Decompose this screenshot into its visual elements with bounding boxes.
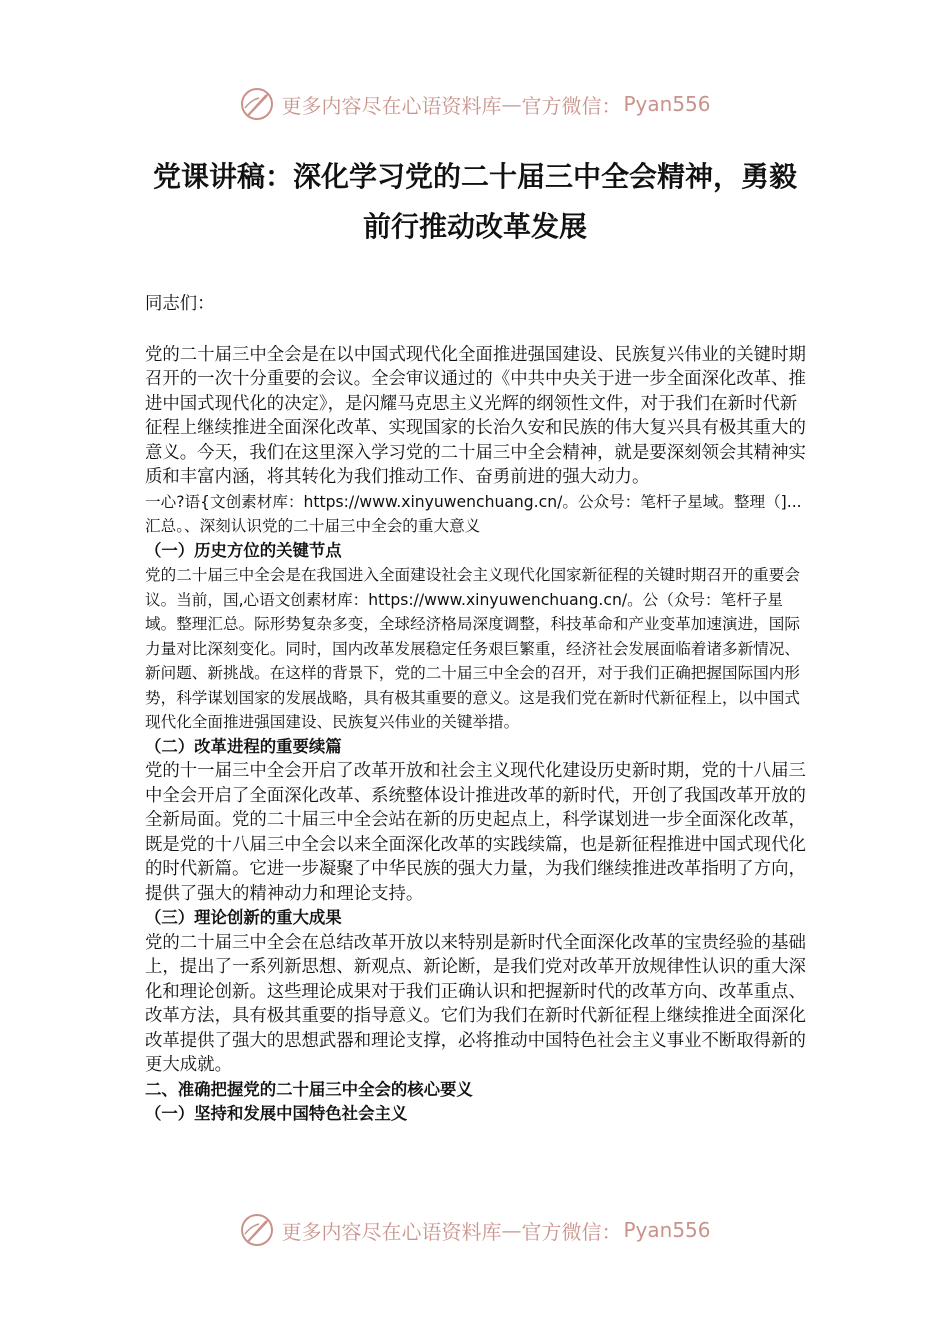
section-1-2-heading: （二）改革进程的重要续篇 xyxy=(145,736,342,756)
section-1-1-heading: （一）历史方位的关键节点 xyxy=(145,540,342,560)
quill-logo-icon xyxy=(239,86,275,122)
section-1-3-body: 党的二十届三中全会在总结改革开放以来特别是新时代全面深化改革的宝贵经验的基础上，提出了一系列新思想、新观点、新论断，是我们党对改革开放规律性认识的重大深化和理论创新。这些理论成果对于我们正确认识和把握新时代的改革方向、改革重点、改革方法，具有极其重要的指导意义。它们为我们在新时代新征程上继续推进全面深化改革提供了强大的思想武器和理论支撑，必将推动中国特色社会主义事业不断取得新的更大成就。 xyxy=(145,932,806,1075)
watermark-banner-bottom xyxy=(0,1208,950,1252)
watermark-wechat-id: Pyan556 xyxy=(623,1218,711,1242)
document-title xyxy=(140,152,810,252)
section-2-heading: 二、准确把握党的二十届三中全会的核心要义 xyxy=(145,1079,473,1099)
section-1-1-body: 党的二十届三中全会是在我国进入全面建设社会主义现代化国家新征程的关键时期召开的重要会议。当前，国,心语文创素材库：https://www.xinyuwenchuang.cn/。公（众号：笔杆子星域。整理汇总。际形势复杂多变，全球经济格局深度调整，科技革命和产业变革加速演进，国际力量对比深刻变化。同时，国内改革发展稳定任务艰巨繁重，经济社会发展面临着诸多新情况、新问题、新挑战。在这样的背景下，党的二十届三中全会的召开，对于我们正确把握国际国内形势，科学谋划国家的发展战略，具有极其重要的意义。这是我们党在新时代新征程上，以中国式现代化全面推进强国建设、民族复兴伟业的关键举措。 xyxy=(145,566,800,731)
title-line-2: 前行推动改革发展 xyxy=(362,210,587,243)
section-1-2-body: 党的十一届三中全会开启了改革开放和社会主义现代化建设历史新时期，党的十八届三中全会开启了全面深化改革、系统整体设计推进改革的新时代，开创了我国改革开放的全新局面。党的二十届三中全会站在新的历史起点上，科学谋划进一步全面深化改革，既是党的十八届三中全会以来全面深化改革的实践续篇，也是新征程推进中国式现代化的时代新篇。它进一步凝聚了中华民族的强大力量，为我们继续推进改革指明了方向，提供了强大的精神动力和理论支持。 xyxy=(145,761,806,904)
greeting: 同志们： xyxy=(145,294,215,314)
watermark-site-text: 更多内容尽在心语资料库 xyxy=(281,1219,502,1244)
watermark-banner-top xyxy=(0,82,950,126)
watermark-dash: — xyxy=(501,92,522,116)
document-body xyxy=(145,292,812,1127)
section-1-3-heading: （三）理论创新的重大成果 xyxy=(145,908,342,927)
title-line-1: 党课讲稿：深化学习党的二十届三中全会精神，勇毅 xyxy=(152,160,797,193)
intro-paragraph: 党的二十届三中全会是在以中国式现代化全面推进强国建设、民族复兴伟业的关键时期召开的一次十分重要的会议。全会审议通过的《中共中央关于进一步全面深化改革、推进中国式现代化的决定》，是闪耀马克思主义光辉的纲领性文件，对于我们在新时代新征程上继续推进全面深化改革、实现国家的长治久安和民族的伟大复兴具有极其重大的意义。今天，我们在这里深入学习党的二十届三中全会精神，就是要深刻领会其精神实质和丰富内涵，将其转化为我们推动工作、奋勇前进的强大动力。 xyxy=(145,344,806,487)
watermark-dash: — xyxy=(501,1218,522,1242)
watermark-wechat-label: 官方微信： xyxy=(521,1219,622,1244)
watermark-wechat-id: Pyan556 xyxy=(623,92,711,116)
watermark-site-text: 更多内容尽在心语资料库 xyxy=(281,93,502,118)
watermark-wechat-label: 官方微信： xyxy=(521,93,622,118)
section-2-1-heading: （一）坚持和发展中国特色社会主义 xyxy=(145,1104,408,1123)
mixed-heading-line: 一心?语{文创素材库：https://www.xinyuwenchuang.cn/。公众号：笔杆子星域。整理（]...汇总。、深刻认识党的二十届三中全会的重大意义 xyxy=(145,492,802,535)
quill-logo-icon xyxy=(239,1212,275,1248)
